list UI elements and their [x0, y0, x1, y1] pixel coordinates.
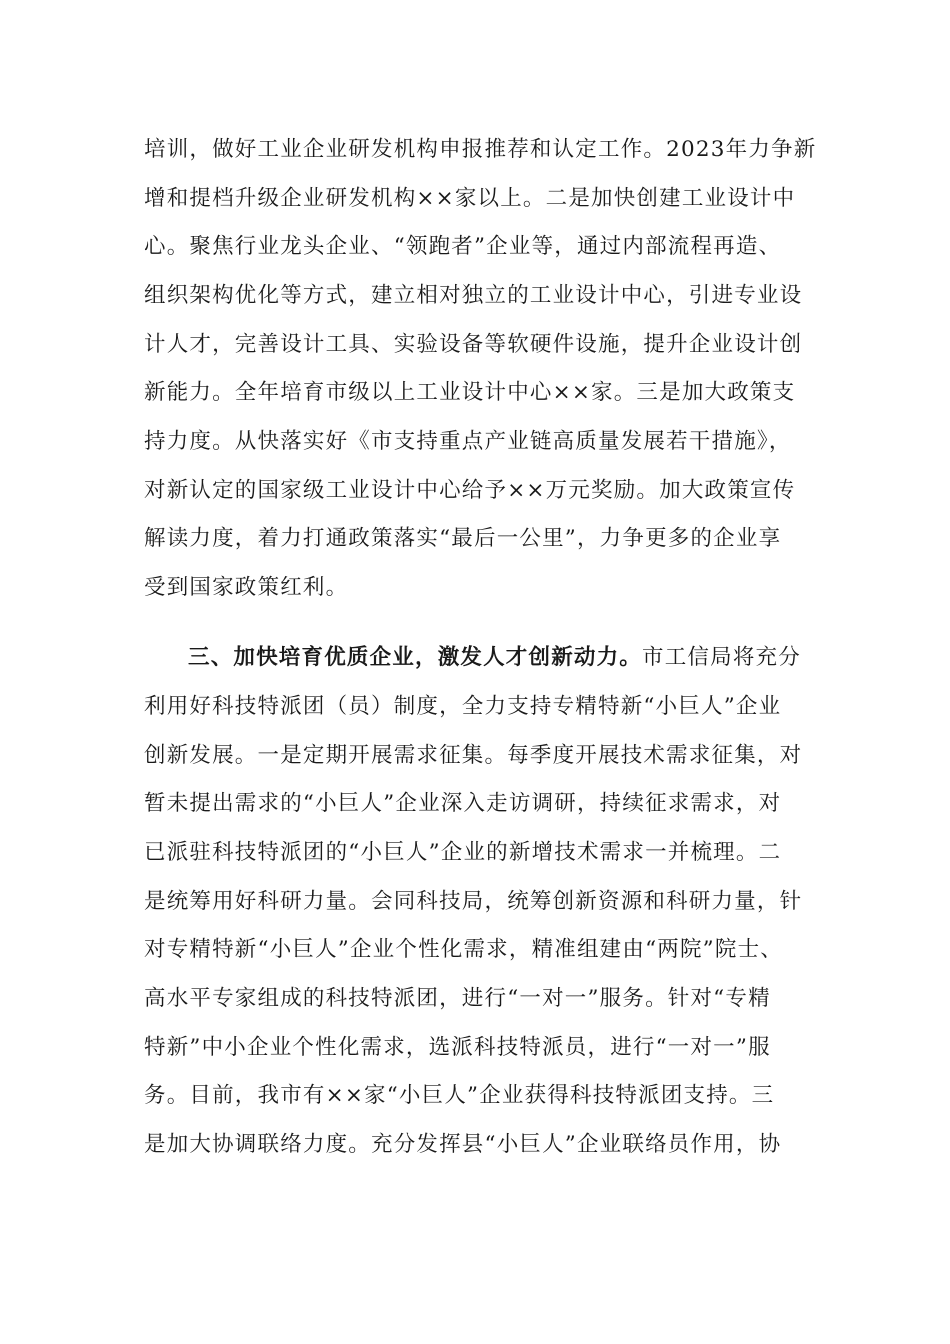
text-line: 是加大协调联络力度。充分发挥县“小巨人”企业联络员作用，协 — [144, 1132, 782, 1157]
text-line: 新能力。全年培育市级以上工业设计中心××家。三是加大政策支 — [144, 380, 796, 405]
text-line — [188, 643, 801, 673]
text-line: 创新发展。一是定期开展需求征集。每季度开展技术需求征集，对 — [144, 743, 803, 768]
text-line: 心。聚焦行业龙头企业、“领跑者”企业等，通过内部流程再造、 — [144, 234, 782, 259]
text-line: 组织架构优化等方式，建立相对独立的工业设计中心，引进专业设 — [144, 283, 803, 308]
text-line: 对新认定的国家级工业设计中心给予××万元奖励。加大政策宣传 — [144, 478, 796, 503]
section-heading: 三、加快培育优质企业，激发人才创新动力。 — [188, 645, 643, 670]
text-line: 持力度。从快落实好《市支持重点产业链高质量发展若干措施》， — [144, 429, 792, 454]
text-line: 已派驻科技特派团的“小巨人”企业的新增技术需求一并梳理。二 — [144, 840, 782, 865]
text-line: 计人才，完善设计工具、实验设备等软硬件设施，提升企业设计创 — [144, 332, 803, 357]
text-line: 对专精特新“小巨人”企业个性化需求，精准组建由“两院”院士、 — [144, 937, 783, 962]
text-line: 解读力度，着力打通政策落实“最后一公里”，力争更多的企业享 — [144, 526, 782, 551]
text-line: 增和提档升级企业研发机构××家以上。二是加快创建工业设计中 — [144, 186, 796, 211]
text-line: 暂未提出需求的“小巨人”企业深入走访调研，持续征求需求，对 — [144, 791, 782, 816]
paragraph-2 — [144, 643, 809, 1183]
text-line: 是统筹用好科研力量。会同科技局，统筹创新资源和科研力量，针 — [144, 889, 803, 914]
heading-continuation: 市工信局将充分 — [642, 645, 801, 670]
text-line: 利用好科技特派团（员）制度，全力支持专精特新“小巨人”企业 — [144, 694, 782, 719]
text-line: 培训，做好工业企业研发机构申报推荐和认定工作。2023年力争新 — [144, 137, 817, 162]
text-line: 务。目前，我市有××家“小巨人”企业获得科技特派团支持。三 — [144, 1083, 775, 1108]
paragraph-1 — [144, 135, 817, 615]
text-line: 高水平专家组成的科技特派团，进行“一对一”服务。针对“专精 — [144, 986, 771, 1011]
text-line: 特新”中小企业个性化需求，选派科技特派员，进行“一对一”服 — [144, 1035, 771, 1060]
text-line: 受到国家政策红利。 — [144, 575, 349, 600]
